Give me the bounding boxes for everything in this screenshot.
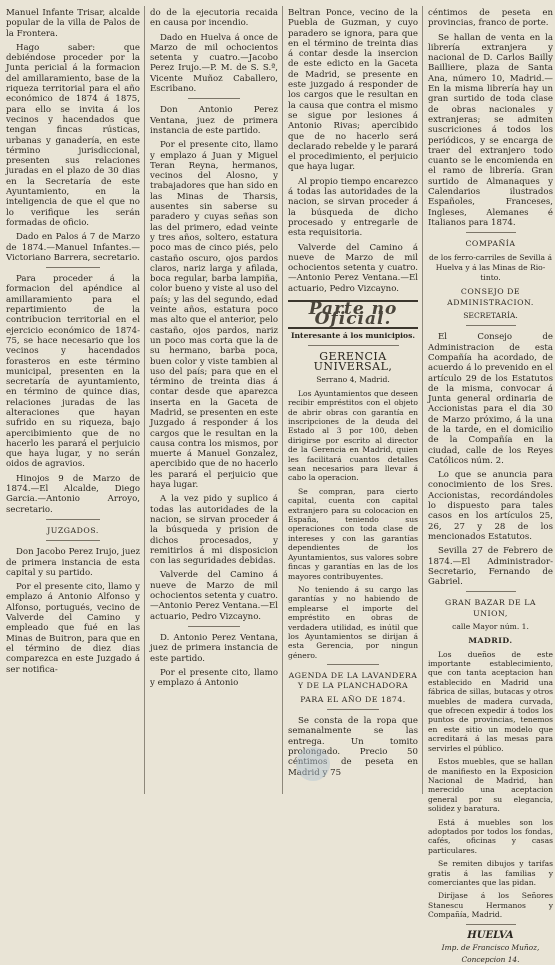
paragraph: El Consejo de Administracion de esta Compañía ha acordado, de acuerdo á lo prevenido en el artículo 29 de los Estatutos de la misma, convocar á Junta general ordinaria de Accionistas para el dia 30 de Marzo próximo, á la una de la tarde, en el domicilio de la Compañía en la ciudad, calle de los Reyes Católicos núm. 2. [428, 332, 553, 466]
column-2 [150, 8, 278, 796]
paragraph: Lo que se anuncia para conocimiento de los Sres. Accionistas, recordándoles lo dispuesto para tales casos en los artículos 25, 26, 27 y 28 de los mencionados Estatutos. [428, 470, 553, 542]
separator-rule [327, 709, 379, 710]
paragraph: Por el presente cito, llamo y emplazo á Antonio Alfonso y Alfonso, portugués, vecino de Valverde del Camino y empleado que fué en las Minas de Buitron, para que en el término de diez dias comparezca en este Juzgado á ser notifica- [6, 582, 140, 675]
column-4 [428, 8, 553, 965]
ad-subheading: Serrano 4, Madrid. [316, 374, 390, 384]
separator-rule [327, 664, 379, 665]
ad-heading: AGENDA DE LA LAVANDERA Y DE LA PLANCHADORA [288, 671, 418, 691]
paragraph: Los dueños de este importante establecimiento, que con tanta aceptacion han establecido en Madrid una fábrica de sillas, butacas y otros muebles de madera curvada, que ofrecen expedir á todos los puntos de provincias, tenemos en este sitio un modelo que acreditará á las mesas para servirles el público. [428, 649, 553, 753]
paragraph: Al propio tiempo encarezco á todas las autoridades de la nacion, se sirvan proceder á la búsqueda de dicho procesado y entregarle de esta requisitoria. [288, 176, 418, 239]
paragraph: Hago saber: que debiéndose proceder por la Junta pericial á la formacion del amillaramiento, base de la riqueza territorial para el año económico de 1874 á 1875, para ello se invita á los vecinos y hacendados que tengan fincas rústicas, urbanas y ganadería, en este término jurisdiccional, presenten sus relaciones juradas en el plazo de 30 dias en la Secretaría de este Ayuntamiento, en la inteligencia de que el que no lo verifique les serán formadas de oficio. [6, 42, 140, 228]
paragraph: Don Antonio Perez Ventana, juez de primera instancia de este partido. [150, 105, 278, 136]
separator-rule [466, 232, 516, 233]
paragraph: Por el presente cito, llamo y emplazo á Juan y Miguel Teran Reyna, hermanos, vecinos del Alosno, y trabajadores que han sido en las Minas de Tharsis, ausentes sin saberse su paradero y cuyas señas son las del primero, edad veinte y tres años, soltero, estatura poco mas de cinco piés, pelo castaño oscuro, ojos pardos claros, nariz larga y afilada, boca regular, barba lampiña, color bueno y viste al uso del país; y las del segundo, edad veinte años, estatura poco mas alto que el anterior, pelo castaño, ojos pardos, nariz un poco mas corta que la de su hermano, barba poca, buen color y viste tambien al uso del país; para que en el término de treinta dias á contar desde que aparezca inserta en la Gaceta de Madrid, se presenten en este Juzgado á responder á los cargos que le resultan en la causa contra los mismos, por muerte á Manuel Gonzalez, apercibido que de no hacerlo les parará el perjuicio que haya lugar. [150, 140, 278, 491]
paragraph: Dado en Huelva á once de Marzo de mil ochocientos setenta y cuatro.—Jacobo Perez Irujo.—P. M. de S. S.ª, Vicente Muñoz Caballero, Escribano. [150, 32, 278, 95]
column-rule [282, 6, 283, 794]
ad-heading: GERENCIA UNIVERSAL, [313, 349, 393, 374]
ad-subheading: calle Mayor núm. 1. [452, 622, 529, 632]
separator-rule [188, 626, 239, 627]
column-1 [6, 8, 140, 796]
separator-rule [308, 345, 399, 346]
paragraph: Sevilla 27 de Febrero de 1874.—El Administrador-Secretario, Fernando de Gabriel. [428, 546, 553, 588]
paragraph: Por el presente cito, llamo y emplazo á Antonio [150, 667, 278, 689]
separator-rule [46, 540, 100, 541]
column-rule [144, 6, 145, 794]
ad-subheading: de los ferro-carriles de Sevilla á Huelva y á las Minas de Rio-tinto. [429, 252, 552, 283]
paragraph: D. Antonio Perez Ventana, juez de primera instancia de este partido. [150, 632, 278, 664]
paragraph: Hinojos 9 de Marzo de 1874.—El Alcalde, Diego Garcia.—Antonio Arroyo, secretario. [6, 473, 140, 515]
paragraph: A la vez pido y suplico á todas las autoridades de la nacion, se sirvan proceder á la búsqueda y prision de dichos procesados, y remitirlos á mi disposicion con las seguridades debidas. [150, 494, 278, 567]
separator-rule [466, 591, 516, 592]
separator-rule [466, 325, 516, 326]
section-heading: JUZGADOS. [47, 525, 99, 535]
ad-heading: GRAN BAZAR DE LA UNION, [444, 598, 537, 618]
separator-rule [188, 98, 239, 99]
watermark-logo [300, 735, 550, 790]
ad-subheading: SECRETARÍA. [463, 311, 518, 321]
ad-heading: MADRID. [468, 636, 513, 646]
imprint-city: HUELVA [467, 929, 514, 941]
paragraph: do de la ejecutoria recaida en causa por incendio. [150, 8, 278, 29]
paragraph: Para proceder á la formacion del apéndice al amillaramiento para el repartimiento de la contribucion territorial en el ejercicio económico de 1874-75, se hace necesario que los vecinos y hacendados forasteros en este término municipal, presenten en la secretaría de ayuntamiento, en término de quince dias, relaciones juradas de las alteraciones que hayan sufrido en su riqueza, bajo apercibimiento que de no hacerlo les parará el perjuicio que haya lugar, y no serán oidos de agravios. [6, 274, 140, 470]
paragraph: Los Ayuntamientos que deseen recibir empréstitos con el objeto de abrir obras con garantía en inscripciones de la deuda del Estado al 3 por 100, deben dirigirse por escrito al director de la Gerencia en Madrid, quien les facilitará cuantos detalles sean necesarios para llevar á cabo la operacion. [288, 388, 418, 483]
paragraph: Se compran, para cierto capital, cuenta con capital extranjero para su colocacion en España, teniendo sus operaciones con toda clase de intereses y con las garantías dependientes de los Ayuntamientos, sus valores sobre fincas y garantías en las de los mayores contribuyentes. [288, 486, 418, 581]
paragraph: Diríjase á los Señores Stanescu Hermanos y Compañía, Madrid. [428, 891, 553, 920]
paragraph: Beltran Ponce, vecino de la Puebla de Guzman, y cuyo paradero se ignora, para que en el término de treinta dias á contar desde la insercion de este edicto en la Gaceta de Madrid, se presente en este juzgado á responder de los cargos que le resultan en la causa que contra el mismo se sigue por lesiones á Antonio Rivas; apercibido que de no hacerlo será declarado rebelde y le parará el procedimiento, el perjuicio que haya lugar. [288, 8, 418, 173]
column-rule [422, 6, 423, 794]
section-subheading: Interesante á los municipios. [290, 330, 416, 340]
paragraph: Don Jacobo Perez Irujo, juez de primera instancia de esta capital y su partido. [6, 547, 140, 578]
paragraph: céntimos de peseta en provincias, franco de porte. [428, 8, 553, 29]
ad-heading: COMPAÑÍA [465, 239, 516, 249]
section-banner: Parte no Oficial. [288, 300, 418, 329]
paragraph: Está á muebles son los adoptados por todos los fondas, cafés, oficinas y casas particulares. [428, 817, 553, 855]
imprint-printer: Imp. de Francisco Muñoz, [441, 942, 540, 952]
imprint-address: Concepcion 14. [461, 955, 520, 965]
paragraph: Se consta de la ropa que semanalmente se las entrega. Un tomito prolongado. Precio 50 céntimos de peseta en Madrid y 75 [288, 716, 418, 778]
ad-heading: CONSEJO DE ADMINISTRACION. [447, 287, 534, 307]
ad-subheading: PARA EL AÑO DE 1874. [300, 694, 406, 704]
separator-rule [46, 267, 100, 268]
paragraph: Dado en Palos á 7 de Marzo de 1874.—Manuel Infantes.—Victoriano Barrera, secretario. [6, 232, 140, 263]
paragraph: Manuel Infante Trisar, alcalde popular de la villa de Palos de la Frontera. [6, 8, 140, 39]
paragraph: Valverde del Camino á nueve de Marzo de mil ochocientos setenta y cuatro.—Antonio Perez Ventana.—El actuario, Pedro Vizcayno. [288, 242, 418, 294]
separator-rule [46, 519, 100, 520]
paragraph: Se hallan de venta en la librería extranjera y nacional de D. Carlos Bailly Bailliere, plaza de Santa Ana, número 10, Madrid.—En la misma librería hay un gran surtido de toda clase de obras nacionales y extranjeras; se admiten suscriciones á todos los periódicos, y se encarga de traer del extranjero todo cuanto se le encomienda en el ramo de librería. Gran surtido de Almanaques y Calendarios ilustrados Españoles, Franceses, Ingleses, Alemanes é Italianos para 1874. [428, 32, 553, 228]
column-3 [288, 8, 418, 796]
paragraph: Estos muebles, que se hallan de manifiesto en la Exposicion Nacional de Madrid, han merecido una aceptacion general por su elegancia, solidez y baratura. [428, 757, 553, 814]
paragraph: No teniendo á su cargo las garantías y no habiendo de emplearse el importe del empréstito en obras de verdadera utilidad, es inútil que los Ayuntamientos se dirijan á esta Gerencia, por ningun género. [288, 584, 418, 660]
separator-rule [466, 924, 516, 925]
paragraph: Valverde del Camino á nueve de Marzo de mil ochocientos setenta y cuatro.—Antonio Perez Ventana.—El actuario, Pedro Vizcayno. [150, 570, 278, 622]
paragraph: Se remiten dibujos y tarifas gratis á las familias y comerciantes que las pidan. [428, 859, 553, 887]
